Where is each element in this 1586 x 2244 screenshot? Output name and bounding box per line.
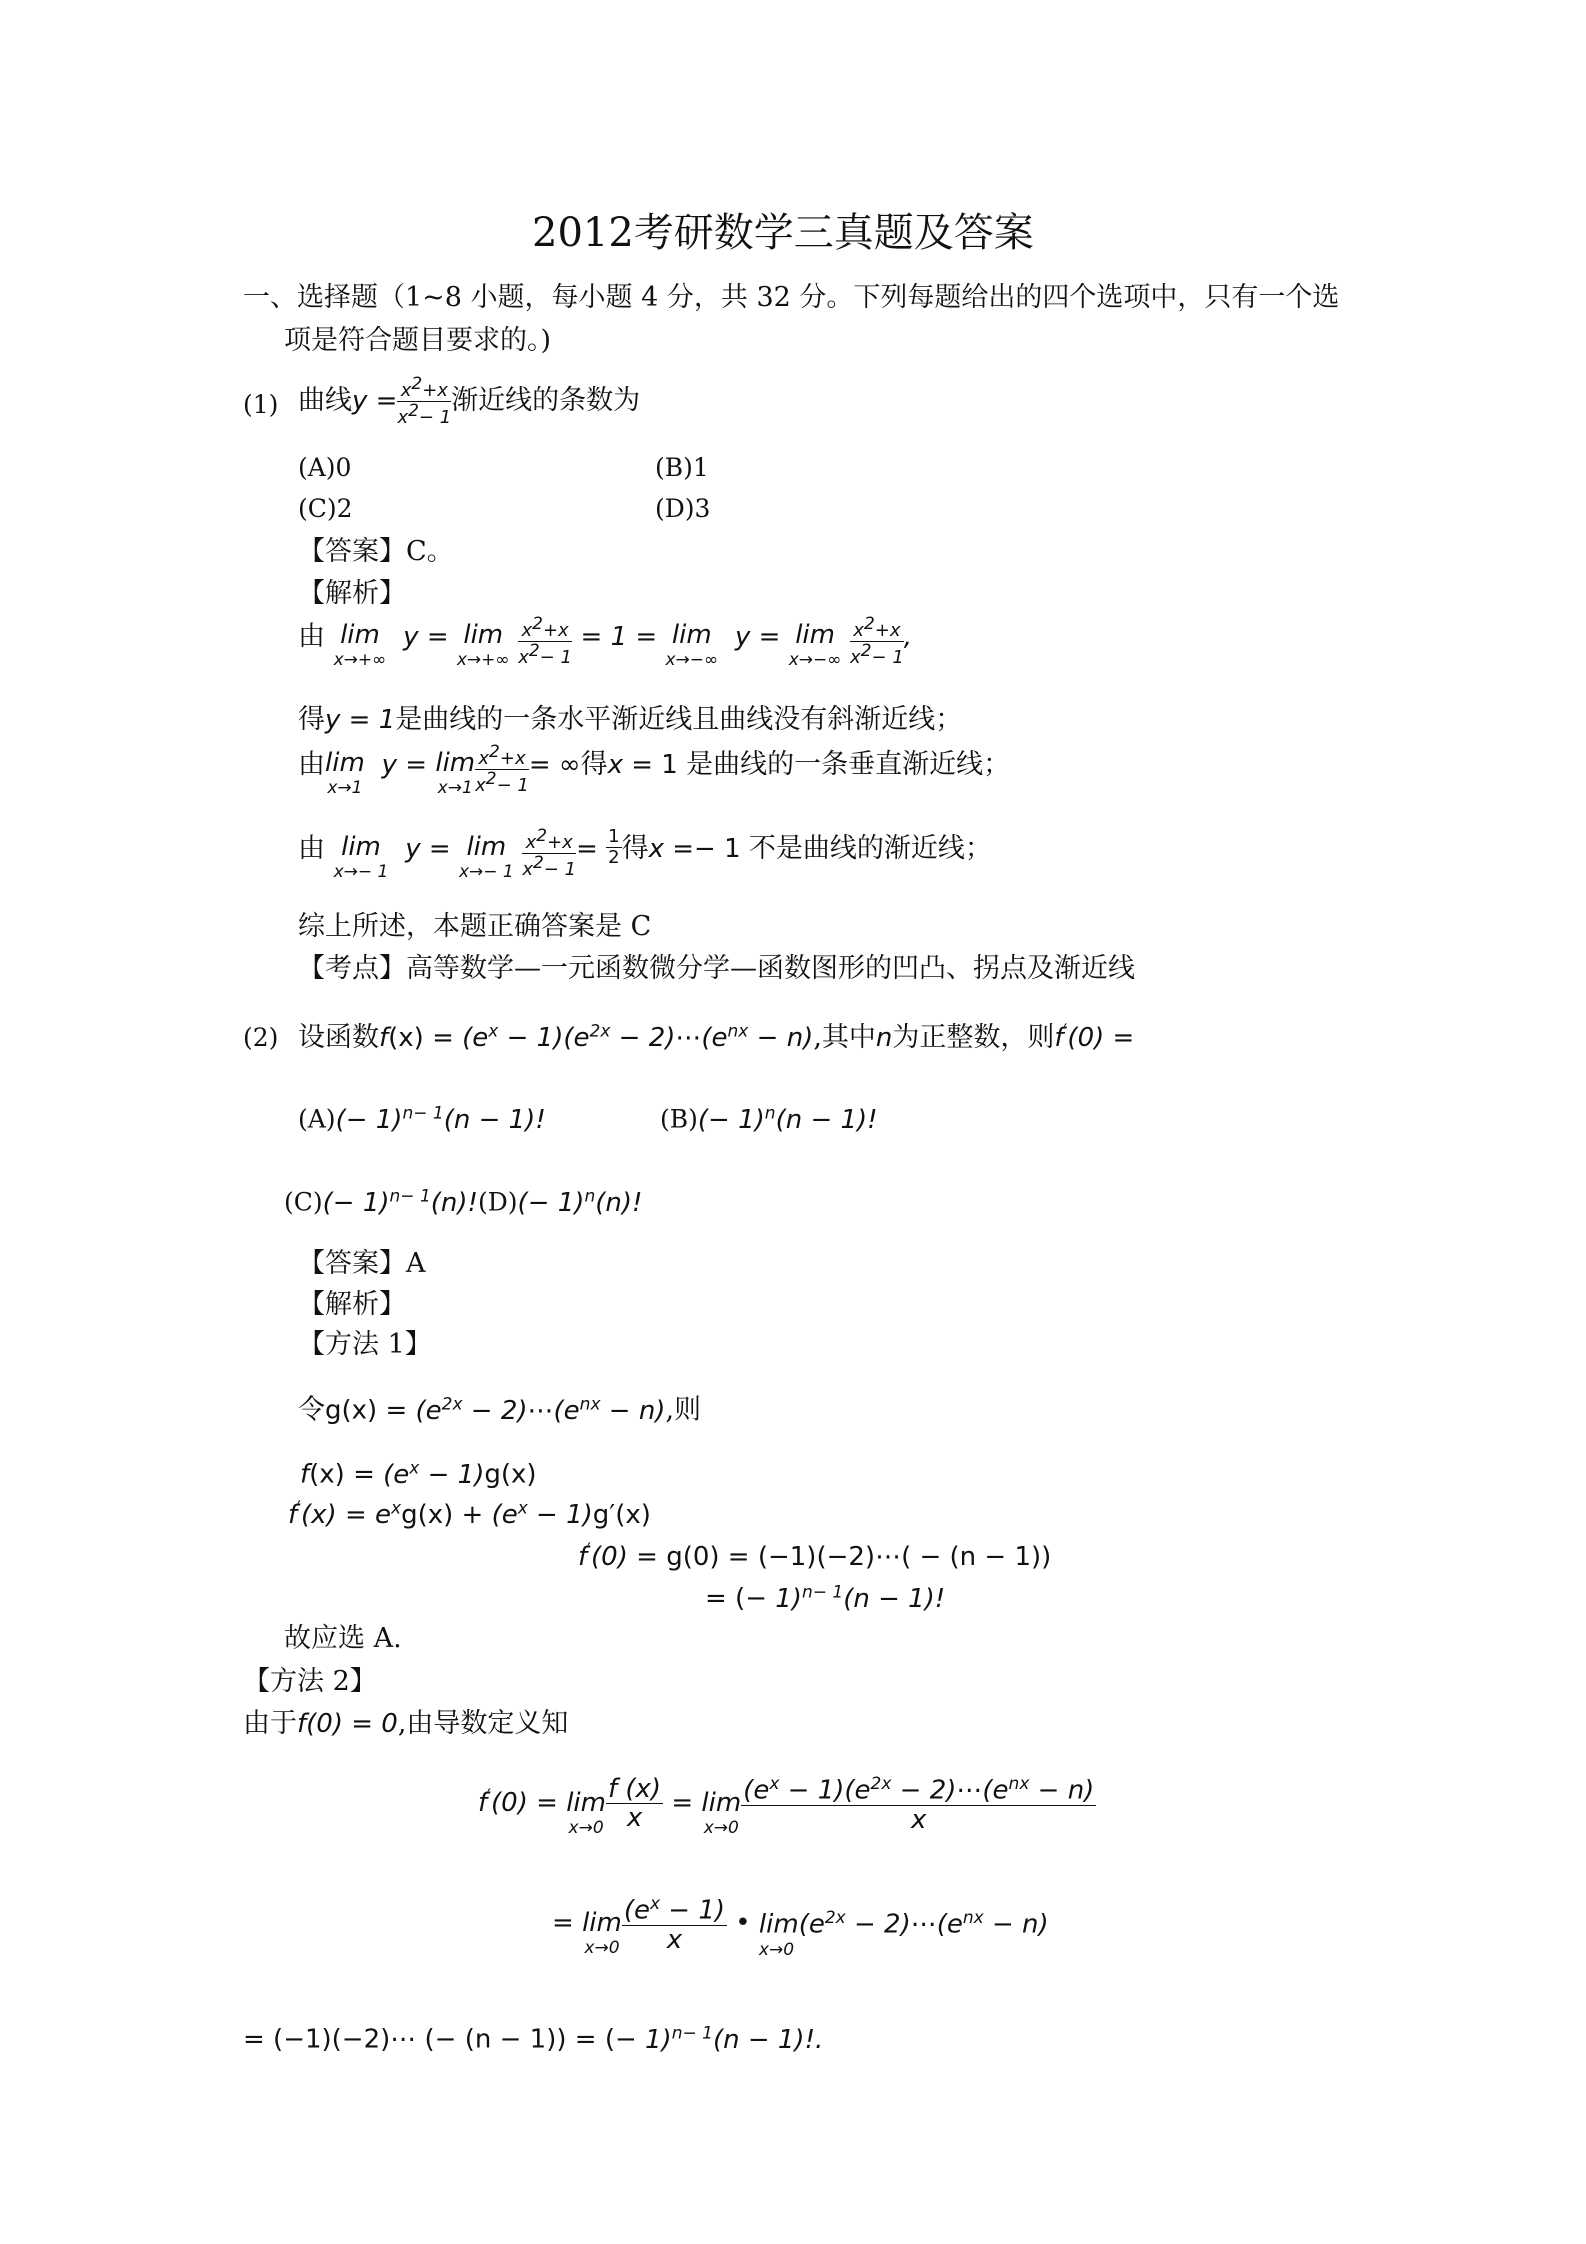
q2-derivative-definition: f′(0) = lim x→0 $\frac{f (x)}{x}$ = lim x→0 $(e^x - 1)(e^{2x}$ − $2)\cdots(e^{nx} - n)$ x xyxy=(478,1774,1095,1838)
q1-option-a: (A)0 xyxy=(298,453,352,482)
section-heading: 一、选择题（1~8 小题，每小题 4 分，共 32 分。下列每题给出的四个选项中，只有一个选 xyxy=(243,282,1340,313)
q2-number: (2) xyxy=(243,1023,279,1052)
q2-method2-intro: 由于f(0) = 0,由导数定义知 xyxy=(243,1708,569,1739)
q2-stem: 设函数$f(x) = (e^x - 1)(e^{2x}$ − $2)\cdots(e^{nx} - n)$,其中n为正整数，则f′(0) = xyxy=(298,1021,1135,1053)
q2-eq-fprime0: f′(0) = g(0) = (−1)(−2)⋯( − (n − 1)) xyxy=(578,1540,1052,1572)
q2-final-result: = (−1)(−2)⋯ (− (n − 1)) = (− 1)$^{n- 1}$(n − 1)!. xyxy=(243,2023,824,2055)
q1-answer: 【答案】C。 xyxy=(298,536,454,567)
q1-not-asymptote: 由 lim x→− 1 y = lim x→− 1 $\frac{x^2+x}{x^2- 1}$ = $\frac{1}{2}$ 得x =− 1 不是曲线的渐近线； xyxy=(298,826,992,882)
q2-method1-label: 【方法 1】 xyxy=(298,1329,432,1360)
q1-stem: 曲线y = $\frac{x^2+x}{x^2- 1}$ 渐近线的条数为 xyxy=(298,374,641,428)
page-title: 2012考研数学三真题及答案 xyxy=(532,210,1034,256)
q2-options-cd: $(C)(- 1)^{n- 1}(n)!(D)(- 1)^n(n)$! xyxy=(284,1186,643,1218)
q1-summary: 综上所述，本题正确答案是 C xyxy=(298,911,652,942)
q2-method2-label: 【方法 2】 xyxy=(243,1666,377,1697)
q2-eq-result: = (− 1)$^{n- 1}$(n − 1)! xyxy=(705,1582,946,1614)
q2-define-g: 令$g(x) = (e^{2x}$ − $2)\cdots(e^{nx} - n)$,则 xyxy=(298,1394,702,1426)
q2-eq-fprime: $f'(x) = e^xg(x) + (e^x - 1)g'(x)$ xyxy=(288,1498,651,1530)
q2-answer: 【答案】A xyxy=(298,1248,426,1279)
q2-option-b: $(B)(- 1)^n(n - 1)$! xyxy=(660,1103,878,1135)
q2-limit-split: = lim x→0 $\frac{(e^x - 1)}{x}$ • $\lim(e^{2x}$ − $2)\cdots(e^{nx} - n)$ x→0 xyxy=(552,1894,1049,1960)
q1-option-c: (C)2 xyxy=(298,494,353,523)
section-heading-cont: 项是符合题目要求的。) xyxy=(284,325,552,356)
q2-analysis-label: 【解析】 xyxy=(298,1289,406,1320)
q1-limit-line-1: 由 lim x→+∞ y = lim x→+∞ $\frac{x^2+x}{x^2- 1}$ = 1 = lim x→−∞ y = lim x→−∞ $\frac{x^2+x}{x^2- 1}$ , xyxy=(298,614,913,670)
q1-kaodian: 【考点】高等数学—一元函数微分学—函数图形的凹凸、拐点及渐近线 xyxy=(298,953,1135,984)
q2-conclusion: 故应选 A. xyxy=(284,1623,402,1654)
q2-option-a: $(A)(- 1)^{n- 1}(n - 1)$! xyxy=(298,1103,546,1135)
q1-analysis-label: 【解析】 xyxy=(298,578,406,609)
q1-option-b: (B)1 xyxy=(655,453,709,482)
q1-horizontal-asymptote: 得y = 1是曲线的一条水平渐近线且曲线没有斜渐近线； xyxy=(298,704,963,735)
q1-option-d: (D)3 xyxy=(655,494,711,523)
q2-eq-f: $f(x) = (e^x - 1)g(x)$ xyxy=(300,1458,537,1490)
q1-number: (1) xyxy=(243,390,279,419)
q1-vertical-asymptote: 由 lim x→1 y = lim x→1 $\frac{x^2+x}{x^2- 1}$ = ∞得x = 1 是曲线的一条垂直渐近线； xyxy=(298,742,1011,798)
